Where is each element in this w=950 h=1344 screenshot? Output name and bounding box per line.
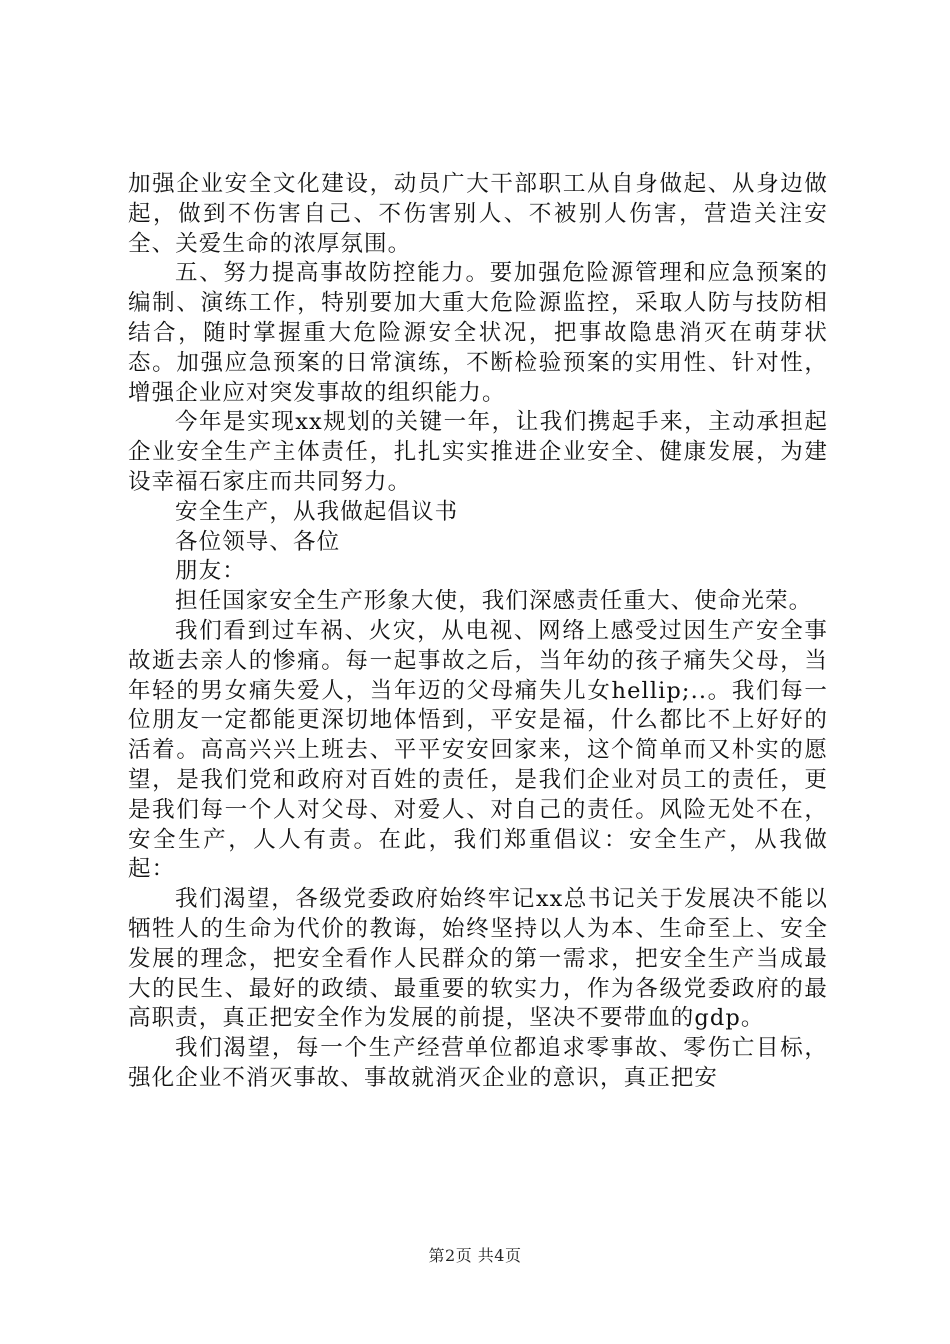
paragraph: 五、努力提高事故防控能力。要加强危险源管理和应急预案的编制、演练工作，特别要加大重大危险源监控，采取人防与技防相结合，随时掌握重大危险源安全状况，把事故隐患消灭在萌芽状态。加强应急预案的日常演练，不断检验预案的实用性、针对性，增强企业应对突发事故的组织能力。 (128, 260, 828, 406)
paragraph: 今年是实现xx规划的关键一年，让我们携起手来，主动承担起企业安全生产主体责任，扎扎实实推进企业安全、健康发展，为建设幸福石家庄而共同努力。 (128, 409, 828, 495)
page-number-footer: 第2页 共4页 (428, 1246, 522, 1265)
paragraph: 安全生产，从我做起倡议书 (175, 498, 459, 525)
paragraph: 朋友： (175, 558, 246, 585)
paragraph: 担任国家安全生产形象大使，我们深感责任重大、使命光荣。 (175, 588, 813, 615)
paragraph: 我们看到过车祸、火灾，从电视、网络上感受过因生产安全事故逝去亲人的惨痛。每一起事故之后，当年幼的孩子痛失父母，当年轻的男女痛失爱人，当年迈的父母痛失儿女hellip;..。我们每一位朋友一定都能更深切地体悟到，平安是福，什么都比不上好好的活着。高高兴兴上班去、平平安安回家来，这个简单而又朴实的愿望，是我们党和政府对百姓的责任，是我们企业对员工的责任，更是我们每一个人对父母、对爱人、对自己的责任。风险无处不在，安全生产，人人有责。在此，我们郑重倡议：安全生产，从我做起： (128, 617, 828, 883)
paragraph: 各位领导、各位 (175, 528, 341, 555)
paragraph: 加强企业安全文化建设，动员广大干部职工从自身做起、从身边做起，做到不伤害自己、不伤害别人、不被别人伤害，营造关注安全、关爱生命的浓厚氛围。 (128, 171, 828, 257)
paragraph: 我们渴望，每一个生产经营单位都追求零事故、零伤亡目标，强化企业不消灭事故、事故就消灭企业的意识，真正把安 (128, 1035, 828, 1091)
document-body (128, 170, 828, 1094)
paragraph: 我们渴望，各级党委政府始终牢记xx总书记关于发展决不能以牺牲人的生命为代价的教诲，始终坚持以人为本、生命至上、安全发展的理念，把安全看作人民群众的第一需求，把安全生产当成最大的民生、最好的政绩、最重要的软实力，作为各级党委政府的最高职责，真正把安全作为发展的前提，坚决不要带血的gdp。 (128, 886, 828, 1032)
